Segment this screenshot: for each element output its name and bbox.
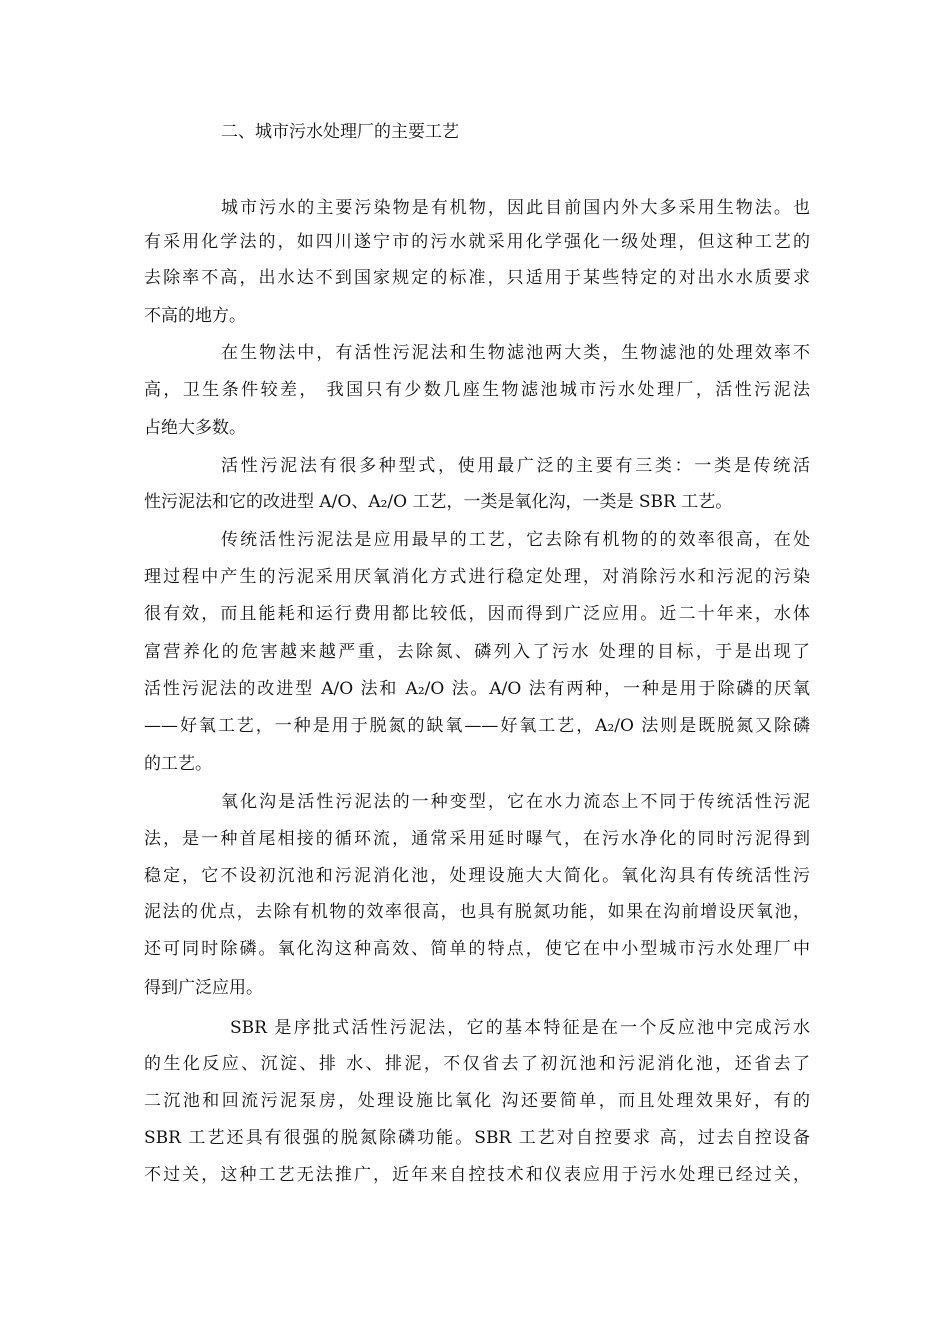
text-line: 法，是一种首尾相接的循环流，通常采用延时曝气，在污水净化的同时污泥得到 — [144, 829, 810, 849]
text-line: 高，卫生条件较差， 我国只有少数几座生物滤池城市污水处理厂，活性污泥法 — [144, 380, 810, 400]
section-heading: 二、城市污水处理厂的主要工艺 — [221, 122, 459, 142]
text-line: 富营养化的危害越来越严重，去除氮、磷列入了污水 处理的目标，于是出现了 — [144, 642, 810, 662]
text-line: 泥法的优点，去除有机物的效率很高，也具有脱氮功能，如果在沟前增设厌氧池， — [144, 902, 810, 922]
text-line: 得到广泛应用。 — [144, 978, 263, 998]
text-line: 很有效，而且能耗和运行费用都比较低，因而得到广泛应用。近二十年来，水体 — [144, 604, 810, 624]
text-line: 传统活性污泥法是应用最早的工艺，它去除有机物的的效率很高，在处 — [221, 530, 810, 550]
text-line: 占绝大多数。 — [144, 418, 246, 438]
text-line: 性污泥法和它的改进型 A/O、A₂/O 工艺，一类是氧化沟，一类是 SBR 工艺。 — [144, 492, 733, 512]
text-line: 的工艺。 — [144, 754, 212, 774]
text-line: 去除率不高，出水达不到国家规定的标准，只适用于某些特定的对出水水质要求 — [144, 268, 810, 288]
text-line: 在生物法中，有活性污泥法和生物滤池两大类，生物滤池的处理效率不 — [221, 343, 810, 363]
text-line: 二沉池和回流污泥泵房，处理设施比氧化 沟还要简单，而且处理效果好，有的 — [144, 1091, 810, 1111]
text-line: 的生化反应、沉淀、排 水、排泥，不仅省去了初沉池和污泥消化池，还省去了 — [144, 1054, 810, 1074]
text-line: 有采用化学法的，如四川遂宁市的污水就采用化学强化一级处理，但这种工艺的 — [144, 232, 810, 252]
text-line: 还可同时除磷。氧化沟这种高效、简单的特点，使它在中小型城市污水处理厂中 — [144, 939, 810, 959]
text-line: SBR 工艺还具有很强的脱氮除磷功能。SBR 工艺对自控要求 高，过去自控设备 — [144, 1128, 810, 1148]
text-line: 城市污水的主要污染物是有机物，因此目前国内外大多采用生物法。也 — [221, 198, 810, 218]
text-line: 活性污泥法的改进型 A/O 法和 A₂/O 法。A/O 法有两种，一种是用于除磷的厌氧 — [144, 679, 810, 699]
text-line: 不过关，这种工艺无法推广，近年来自控技术和仪表应用于污水处理已经过关， — [144, 1165, 810, 1185]
text-line: 稳定，它不设初沉池和污泥消化池，处理设施大大简化。氧化沟具有传统活性污 — [144, 866, 810, 886]
text-line: 理过程中产生的污泥采用厌氧消化方式进行稳定处理，对消除污水和污泥的污染 — [144, 567, 810, 587]
text-line: 氧化沟是活性污泥法的一种变型，它在水力流态上不同于传统活性污泥 — [221, 792, 810, 812]
text-line: ——好氧工艺，一种是用于脱氮的缺氧——好氧工艺，A₂/O 法则是既脱氮又除磷 — [144, 716, 810, 736]
text-line: 不高的地方。 — [144, 306, 246, 326]
text-line: SBR 是序批式活性污泥法，它的基本特征是在一个反应池中完成污水 — [230, 1018, 810, 1038]
text-line: 活性污泥法有很多种型式，使用最广泛的主要有三类：一类是传统活 — [221, 456, 810, 476]
